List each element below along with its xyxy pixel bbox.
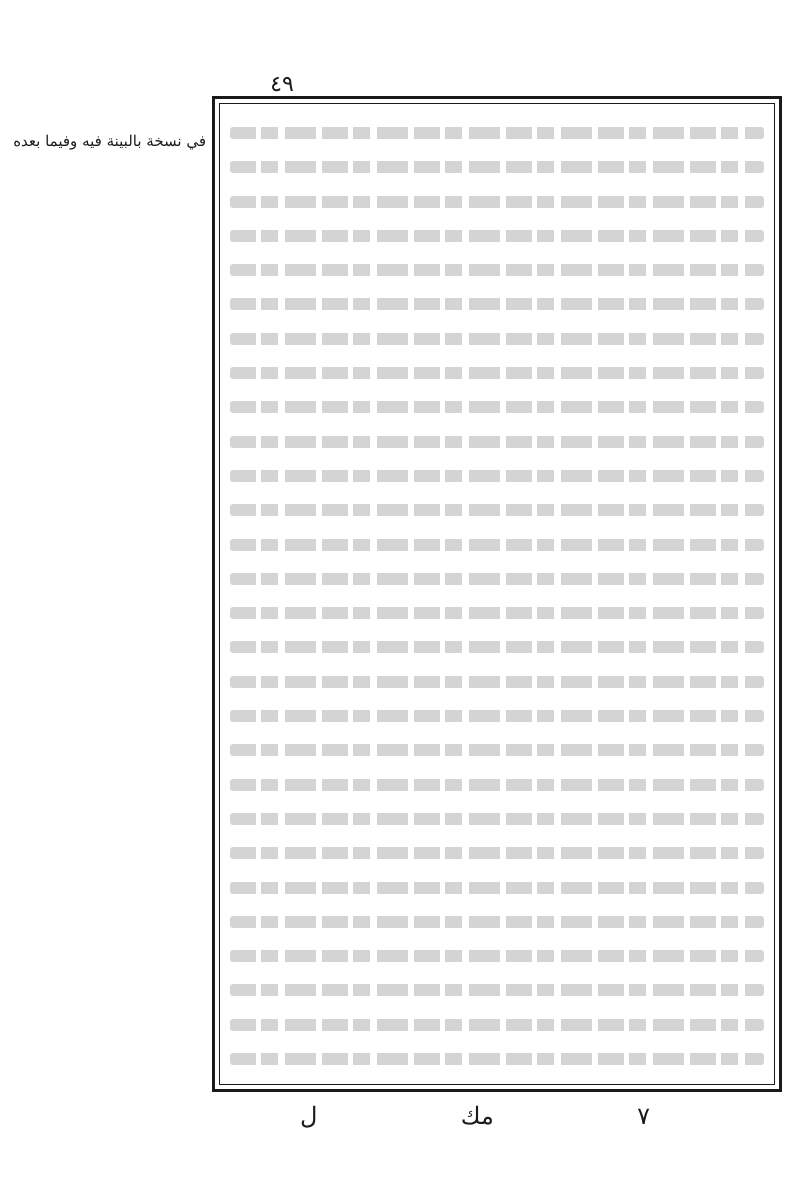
text-line-28 <box>230 1042 764 1076</box>
footer-catchwords <box>300 1098 650 1134</box>
catchword-2: مك <box>460 1102 494 1130</box>
text-line-10 <box>230 425 764 459</box>
text-line-19 <box>230 733 764 767</box>
text-line-3 <box>230 185 764 219</box>
text-line-23 <box>230 871 764 905</box>
catchword-1: ٧ <box>637 1102 650 1130</box>
text-line-12 <box>230 493 764 527</box>
text-line-1 <box>230 116 764 150</box>
text-line-8 <box>230 356 764 390</box>
text-line-21 <box>230 802 764 836</box>
text-line-17 <box>230 665 764 699</box>
text-line-6 <box>230 287 764 321</box>
text-line-14 <box>230 562 764 596</box>
text-line-16 <box>230 630 764 664</box>
text-line-13 <box>230 528 764 562</box>
page-number: ٤٩ <box>270 72 294 97</box>
text-line-27 <box>230 1008 764 1042</box>
text-line-22 <box>230 836 764 870</box>
text-line-9 <box>230 390 764 424</box>
text-line-4 <box>230 219 764 253</box>
text-line-25 <box>230 939 764 973</box>
catchword-3: ل <box>300 1102 318 1130</box>
text-line-2 <box>230 150 764 184</box>
text-line-15 <box>230 596 764 630</box>
text-line-18 <box>230 699 764 733</box>
text-line-5 <box>230 253 764 287</box>
margin-note: في نسخة بالبينة فيه وفيما بعده <box>13 132 206 150</box>
text-line-26 <box>230 973 764 1007</box>
manuscript-text-block <box>230 116 764 1076</box>
text-line-24 <box>230 905 764 939</box>
text-line-20 <box>230 768 764 802</box>
text-line-11 <box>230 459 764 493</box>
text-line-7 <box>230 322 764 356</box>
